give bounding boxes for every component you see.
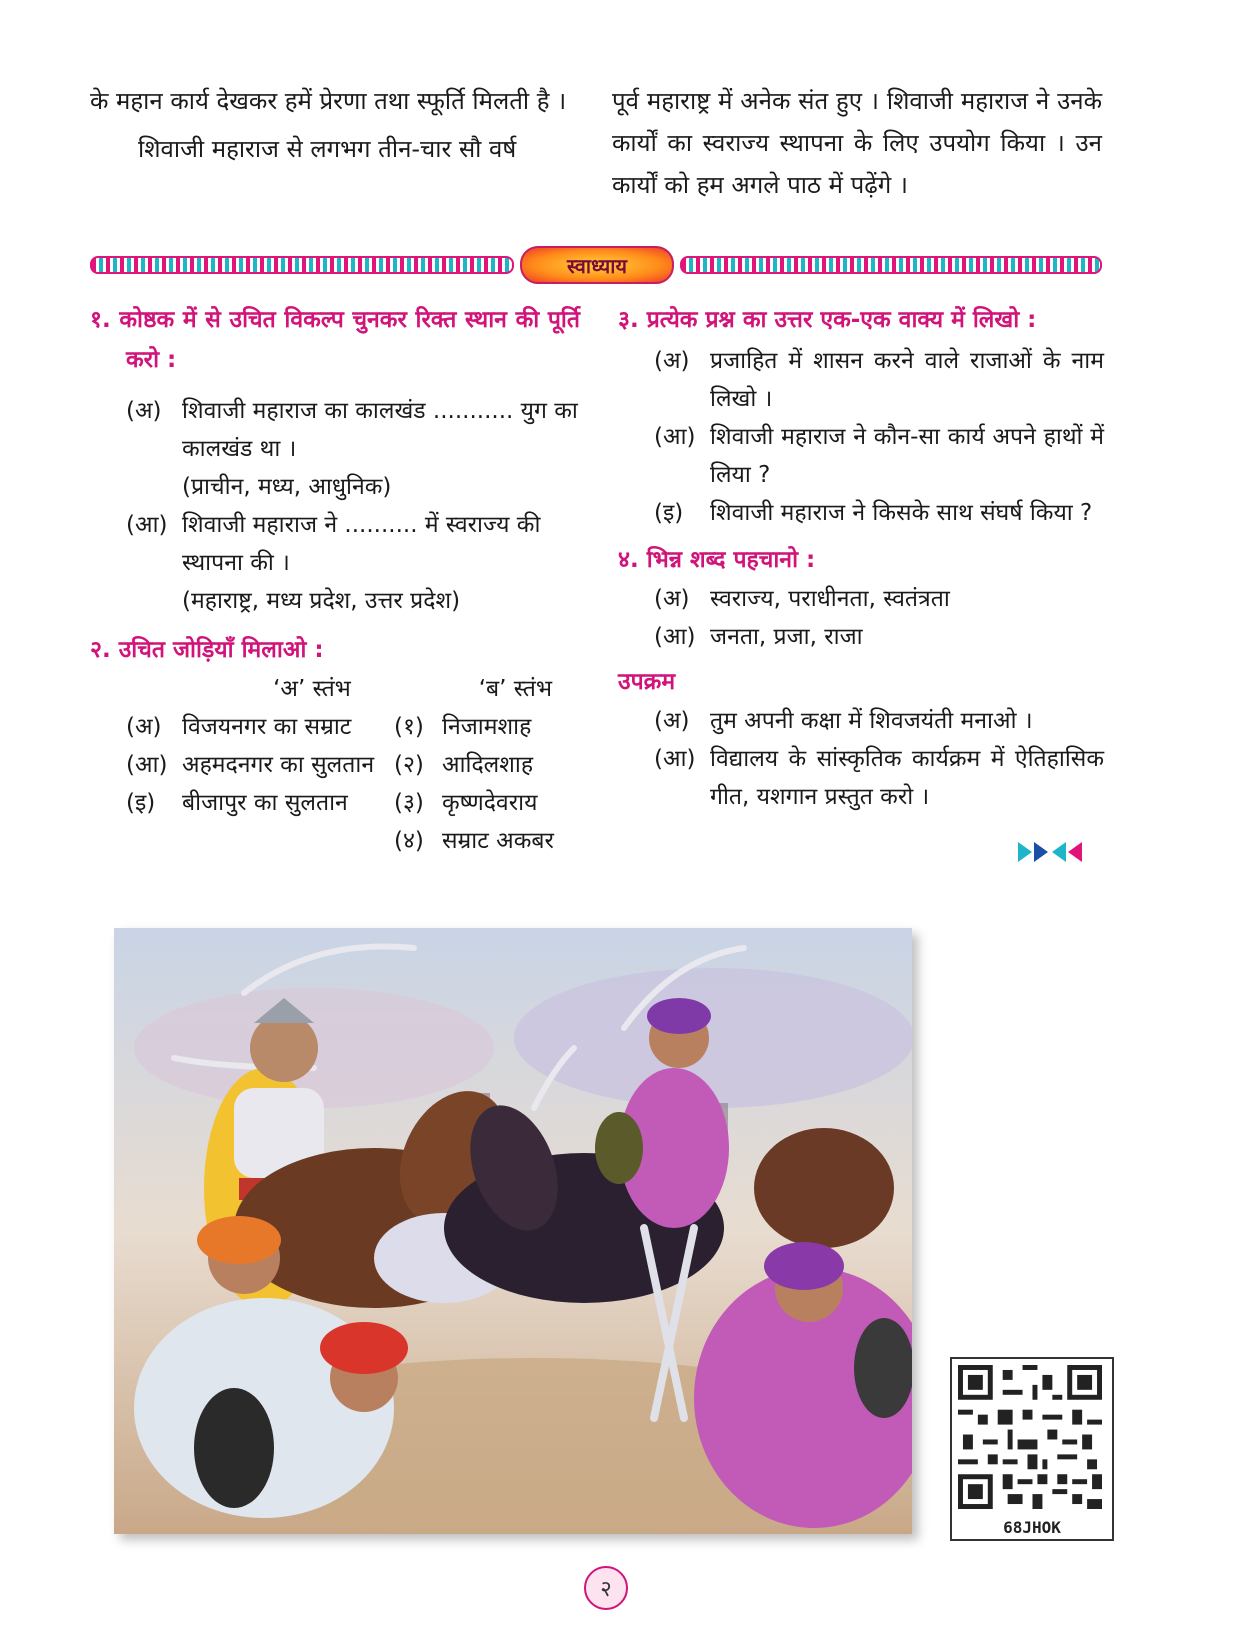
q1-item-a: [126, 392, 580, 506]
table-row: (४) सम्राट अकबर: [394, 828, 554, 854]
q3-item-i: (इ) शिवाजी महाराज ने किसके साथ संघर्ष किया ?: [654, 500, 1093, 526]
q1-item-aa: [126, 506, 580, 620]
qr-code[interactable]: [950, 1357, 1114, 1541]
table-row: (अ) विजयनगर का सम्राट (१) निजामशाह: [126, 714, 532, 740]
q1-item-a-label: (अ): [126, 398, 162, 424]
q3-item-a: (अ) प्रजाहित में शासन करने वाले राजाओं के नाम लिखो ।: [654, 348, 1104, 412]
left-exercises: [90, 300, 580, 860]
q3-heading: ३. प्रत्येक प्रश्न का उत्तर एक-एक वाक्य में लिखो :: [618, 307, 1037, 333]
right-exercises: [618, 300, 1104, 816]
intro-right-paragraph: पूर्व महाराष्ट्र में अनेक संत हुए । शिवाजी महाराज ने उनके कार्यों का स्वराज्य स्थापना के लिए उपयोग किया । उन कार्यों को हम अगले पाठ में पढ़ेंगे ।: [612, 87, 1102, 199]
page-number: २: [584, 1566, 628, 1610]
intro-left-paragraph-1: के महान कार्य देखकर हमें प्रेरणा तथा स्फूर्ति मिलती है ।: [90, 87, 567, 115]
q2-column-headers: [126, 670, 580, 708]
banner-chain-right: [680, 256, 1102, 274]
intro-left: [90, 80, 570, 170]
intro-left-paragraph-2: शिवाजी महाराज से लगभग तीन-चार सौ वर्ष: [138, 135, 517, 163]
battle-painting: [114, 928, 912, 1534]
q3-items: [618, 342, 1104, 532]
q1-item-aa-text: शिवाजी महाराज ने .......... में स्वराज्य की स्थापना की ।: [182, 512, 541, 576]
q1-item-aa-label: (आ): [126, 512, 168, 538]
q2-column-b-header: ‘ब’ स्तंभ: [478, 676, 552, 702]
q1-items: [90, 392, 580, 620]
q4-item-a: (अ) स्वराज्य, पराधीनता, स्वतंत्रता: [654, 586, 950, 612]
qr-code-icon: [958, 1365, 1102, 1509]
q2-heading: २. उचित जोड़ियाँ मिलाओ :: [90, 637, 324, 663]
activity-item-aa: (आ) विद्यालय के सांस्कृतिक कार्यक्रम में ऐतिहासिक गीत, यशगान प्रस्तुत करो ।: [654, 746, 1104, 810]
qr-code-label: 68JHOK: [1003, 1518, 1061, 1537]
q1-item-a-options: (प्राचीन, मध्य, आधुनिक): [182, 474, 392, 500]
q1-heading: १. कोष्ठक में से उचित विकल्प चुनकर रिक्त स्थान की पूर्ति करो :: [90, 307, 580, 373]
q2-table: [90, 670, 580, 860]
q2-column-a-header: ‘अ’ स्तंभ: [273, 676, 351, 702]
q4-heading: ४. भिन्न शब्द पहचानो :: [618, 547, 816, 573]
banner-title: स्वाध्याय: [520, 246, 674, 284]
table-row: (आ) अहमदनगर का सुलतान (२) आदिलशाह: [126, 752, 534, 778]
q1-item-aa-options: (महाराष्ट्र, मध्य प्रदेश, उत्तर प्रदेश): [182, 588, 461, 614]
activity-items: [618, 702, 1104, 816]
q1-item-a-text: शिवाजी महाराज का कालखंड ........... युग का कालखंड था ।: [182, 398, 578, 462]
q4-items: [618, 580, 1104, 656]
banner-chain-left: [90, 256, 514, 274]
q4-item-aa: (आ) जनता, प्रजा, राजा: [654, 624, 863, 650]
activity-item-a: (अ) तुम अपनी कक्षा में शिवजयंती मनाओ ।: [654, 708, 1033, 734]
section-end-arrows-icon: [1018, 840, 1082, 864]
table-row: (इ) बीजापुर का सुलतान (३) कृष्णदेवराय: [126, 790, 538, 816]
svadhyay-banner: [90, 246, 1100, 280]
activity-heading: उपक्रम: [618, 669, 676, 695]
q3-item-aa: (आ) शिवाजी महाराज ने कौन-सा कार्य अपने हाथों में लिया ?: [654, 424, 1104, 488]
